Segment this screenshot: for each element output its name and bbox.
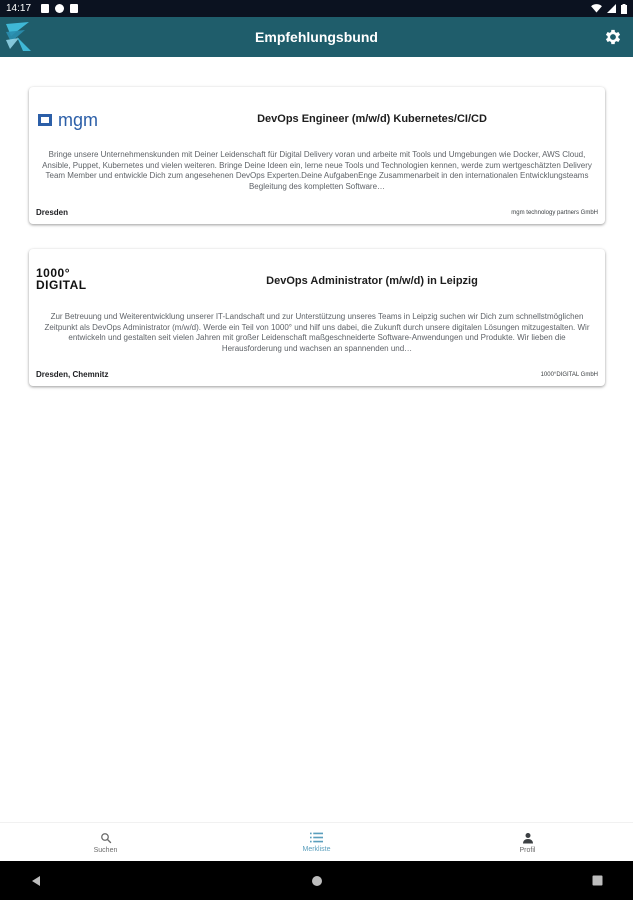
bottom-navigation <box>0 822 633 862</box>
app-notification-icon <box>55 4 64 13</box>
nav-search[interactable] <box>0 823 211 862</box>
app-title: Empfehlungsbund <box>255 29 378 45</box>
back-icon[interactable] <box>30 875 42 887</box>
job-title[interactable]: DevOps Administrator (m/w/d) in Leipzig <box>266 275 478 287</box>
status-bar <box>0 0 633 17</box>
job-description: Bringe unsere Unternehmenskunden mit Deiner Leidenschaft für Digital Delivery voran und arbeite mit Tools und Umgebungen wie Docker, AWS Cloud, Ansible, Puppet, Kubernetes und vielen weiteren. Bringe Deine Ideen ein, lerne neue Tools und Technologien kennen, werde zum wertgeschätzten Delivery Team Member und entwickle Dich zum angesehenen DevOps Experten.Deine AufgabenEnge Zusammenarbeit in den internationalen Entwicklungsteams Begleitung des kompletten Software… <box>42 150 592 191</box>
gear-icon[interactable] <box>603 27 623 47</box>
battery-icon <box>621 4 627 14</box>
company-logo-line: DIGITAL <box>36 278 87 292</box>
recents-icon[interactable] <box>592 875 603 886</box>
app-logo-icon[interactable] <box>3 20 35 54</box>
nav-profile[interactable] <box>422 823 633 862</box>
company-logo-line: 1000° <box>36 266 70 280</box>
company-logo <box>36 267 87 297</box>
signal-icon <box>607 4 616 13</box>
company-logo-text: mgm <box>58 109 98 130</box>
list-icon <box>310 832 323 843</box>
job-company: 1000°DIGITAL GmbH <box>540 372 598 378</box>
system-navigation-bar <box>0 861 633 900</box>
mgm-logo-icon <box>36 112 54 128</box>
notification-icon <box>41 4 49 13</box>
job-company: mgm technology partners GmbH <box>511 210 598 216</box>
job-card[interactable] <box>29 87 605 224</box>
app-bar <box>0 17 633 57</box>
wifi-icon <box>591 4 602 13</box>
person-icon <box>522 832 534 844</box>
status-time: 14:17 <box>6 3 32 14</box>
nav-profile-label: Profil <box>519 846 536 854</box>
home-icon[interactable] <box>311 875 323 887</box>
job-location: Dresden <box>36 208 69 217</box>
search-icon <box>100 832 112 844</box>
sd-card-icon <box>70 4 78 13</box>
job-location: Dresden, Chemnitz <box>36 370 109 379</box>
job-card[interactable] <box>29 249 605 386</box>
job-title[interactable]: DevOps Engineer (m/w/d) Kubernetes/CI/CD <box>257 113 487 125</box>
company-logo <box>36 105 98 135</box>
nav-watchlist-label: Merkliste <box>302 846 331 853</box>
job-description: Zur Betreuung und Weiterentwicklung unserer IT-Landschaft und zur Unterstützung unseres Teams in Leipzig suchen wir Dich zum schnellstmöglichen Zeitpunkt als DevOps Administrator (m/w/d). Werde ein Teil von 1000° und hilf uns dabei, die Zukunft durch unsere digitalen Lösungen mitzugestalten. Wir entwickeln und gestalten seit vielen Jahren mit großer Leidenschaft maßgeschneiderte Software-Anwendungen und Produkte. Wir lieben die Herausforderung und wachsen an spannenden und… <box>44 312 590 353</box>
watchlist-content <box>0 57 633 822</box>
nav-watchlist[interactable] <box>211 823 422 862</box>
nav-search-label: Suchen <box>93 846 118 854</box>
